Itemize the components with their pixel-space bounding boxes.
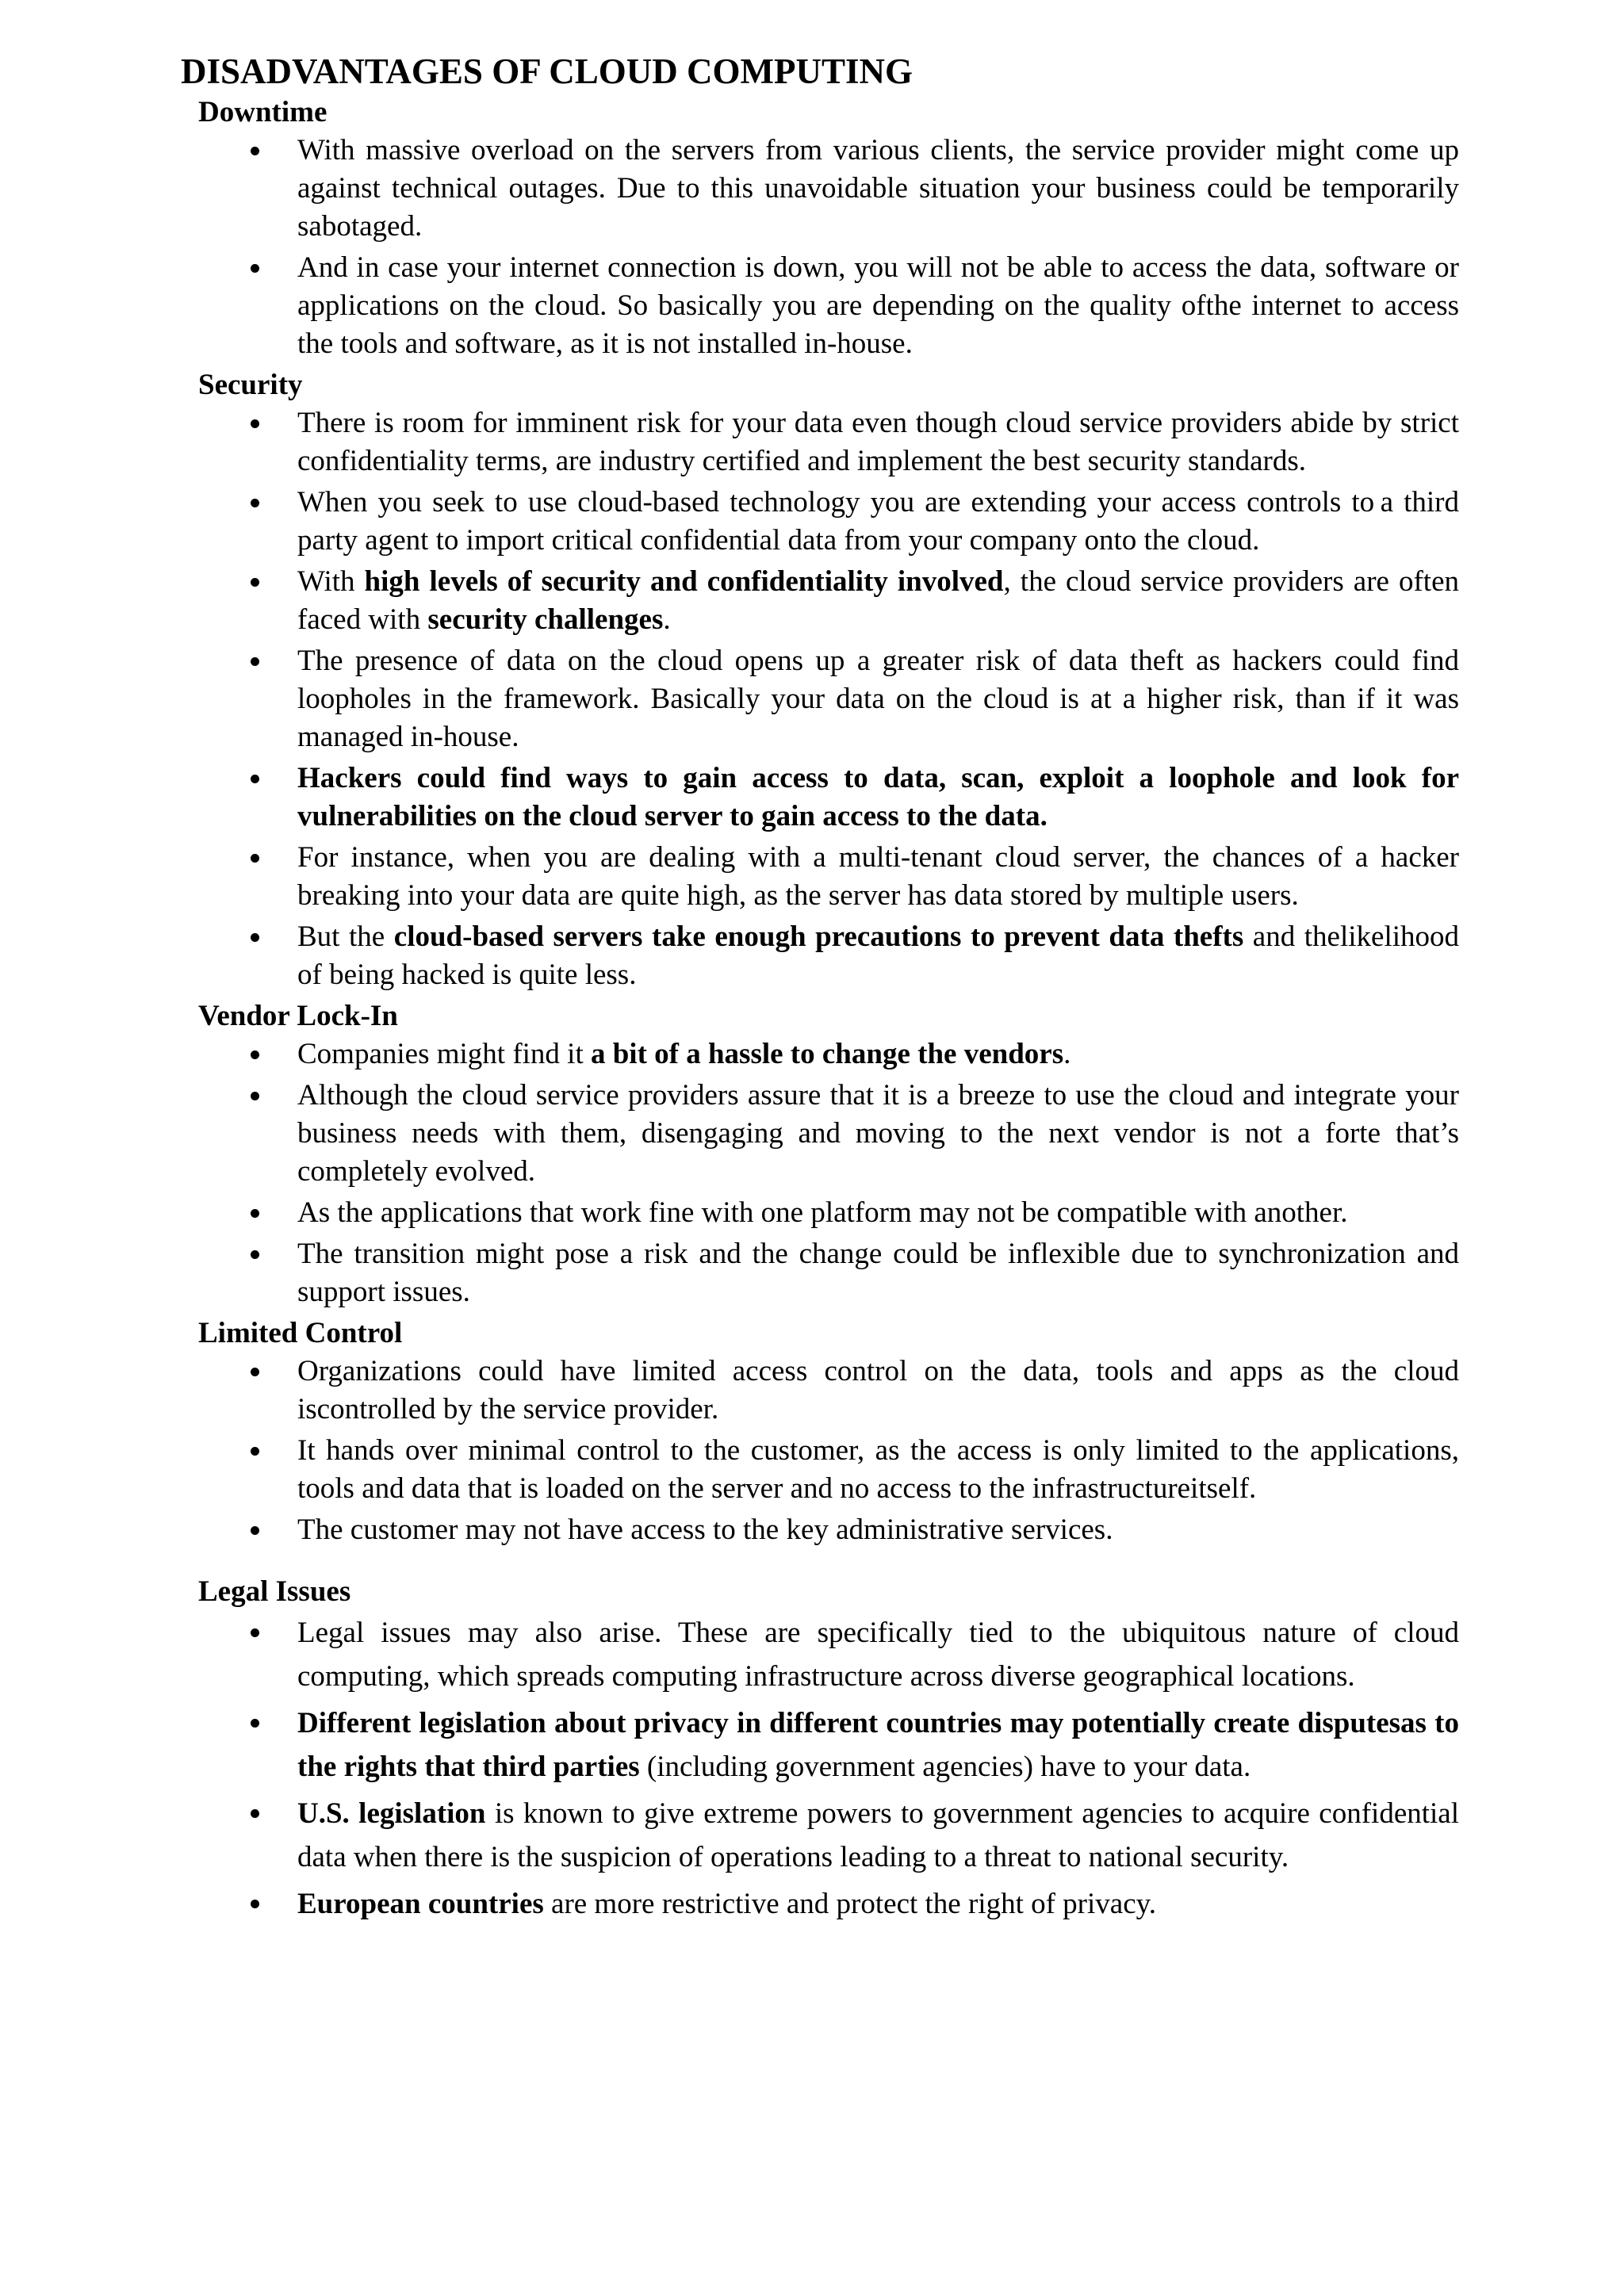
text-run: When you seek to use cloud-based technology you are extending your access controls to a third party agent to import critical confidential data from your company onto the cloud.	[297, 486, 1459, 557]
bullet-icon	[251, 264, 259, 273]
text-run: Organizations could have limited access control on the data, tools and apps as the cloud iscontrolled by the service provider.	[297, 1355, 1459, 1425]
document-body	[198, 94, 1459, 1929]
text-run: .	[1063, 1038, 1071, 1070]
list-item	[198, 1792, 1459, 1879]
text-run: But the	[297, 920, 394, 953]
bullet-icon	[251, 578, 259, 587]
text-run: and thelikelihood of being hacked is quite less.	[297, 920, 1460, 991]
bold-text: security challenges	[427, 603, 664, 636]
list-item	[198, 1882, 1459, 1926]
text-run: The customer may not have access to the key administrative services.	[297, 1513, 1113, 1546]
bullet-text	[297, 1513, 1113, 1546]
section-heading: Vendor Lock-In	[198, 1000, 398, 1032]
list-item	[198, 760, 1459, 836]
list-item	[198, 1077, 1459, 1191]
list-item	[198, 1235, 1459, 1311]
bullet-text	[297, 645, 1459, 753]
text-run: It hands over minimal control to the customer, as the access is only limited to the applications, tools and data that is loaded on the server and no access to the infrastructureitself.	[297, 1434, 1459, 1505]
text-run: .	[663, 603, 671, 636]
bullet-icon	[251, 1719, 259, 1728]
text-run: (including government agencies) have to your data.	[639, 1751, 1251, 1783]
bullet-icon	[251, 1092, 259, 1100]
bullet-text	[297, 1707, 1459, 1783]
text-run: , the cloud service providers are often faced with	[297, 565, 1459, 636]
list-item	[198, 1611, 1459, 1698]
bold-text: U.S. legislation	[297, 1797, 486, 1830]
bold-text: high levels of security and confidentiality involved	[364, 565, 1004, 598]
text-run: Companies might find it	[297, 1038, 591, 1070]
bullet-text	[297, 841, 1459, 912]
bold-text: Hackers could find ways to gain access to data, scan, exploit a loophole and look for vulnerabilities on the cloud server to gain access to the data.	[297, 762, 1459, 832]
bullet-text	[297, 1079, 1459, 1188]
text-run: As the applications that work fine with one platform may not be compatible with another.	[297, 1196, 1348, 1229]
bullet-text	[297, 1617, 1459, 1693]
bullet-text	[297, 1196, 1347, 1229]
text-run: Legal issues may also arise. These are specifically tied to the ubiquitous nature of cloud computing, which spreads computing infrastructure across diverse geographical locations.	[297, 1617, 1459, 1693]
bullet-icon	[251, 1526, 259, 1535]
bullet-text	[297, 407, 1459, 477]
section-heading: Security	[198, 369, 303, 401]
section-spacer	[198, 1552, 1459, 1573]
list-item	[198, 249, 1459, 363]
document-title: DISADVANTAGES OF CLOUD COMPUTING	[181, 52, 914, 91]
list-item	[198, 642, 1459, 756]
bullet-icon	[251, 1250, 259, 1259]
text-run: With	[297, 565, 365, 598]
bullet-icon	[251, 499, 259, 507]
list-item	[198, 918, 1459, 994]
bullet-icon	[251, 657, 259, 666]
section-heading: Limited Control	[198, 1317, 403, 1349]
list-item	[198, 1701, 1459, 1789]
list-item	[198, 1194, 1459, 1232]
bullet-icon	[251, 775, 259, 783]
text-run: The transition might pose a risk and the change could be inflexible due to synchronization and support issues.	[297, 1238, 1459, 1308]
text-run: are more restrictive and protect the right of privacy.	[543, 1888, 1156, 1920]
list-item	[198, 563, 1459, 639]
bold-text: Different legislation about privacy in different countries may potentially create disputesas to the rights that third parties	[297, 1707, 1459, 1783]
bullet-text	[297, 134, 1459, 243]
section-vendor-lock-in	[198, 997, 1459, 1311]
bullet-icon	[251, 1628, 259, 1637]
section-legal-issues	[198, 1573, 1459, 1926]
list-item	[198, 404, 1459, 480]
bullet-list	[198, 1035, 1459, 1311]
bullet-list	[198, 1353, 1459, 1549]
list-item	[198, 1353, 1459, 1429]
text-run: Although the cloud service providers assure that it is a breeze to use the cloud and integrate your business needs with them, disengaging and moving to the next vendor is not a forte that’s completely evolved.	[297, 1079, 1459, 1188]
bullet-icon	[251, 419, 259, 428]
bullet-text	[297, 486, 1459, 557]
bullet-list	[198, 404, 1459, 994]
bullet-text	[297, 1238, 1459, 1308]
section-heading: Downtime	[198, 96, 327, 128]
list-item	[198, 1035, 1459, 1073]
text-run: For instance, when you are dealing with a multi-tenant cloud server, the chances of a hacker breaking into your data are quite high, as the server has data stored by multiple users.	[297, 841, 1459, 912]
bold-text: cloud-based servers take enough precautions to prevent data thefts	[393, 920, 1244, 953]
bullet-icon	[251, 1447, 259, 1456]
section-heading: Legal Issues	[198, 1575, 351, 1608]
text-run: is known to give extreme powers to government agencies to acquire confidential data when there is the suspicion of operations leading to a threat to national security.	[297, 1797, 1460, 1873]
text-run: With massive overload on the servers from various clients, the service provider might come up against technical outages. Due to this unavoidable situation your business could be temporarily sabotaged.	[297, 134, 1459, 243]
bold-text: European countries	[297, 1888, 544, 1920]
list-item	[198, 484, 1459, 560]
list-item	[198, 132, 1459, 246]
list-item	[198, 1432, 1459, 1508]
bullet-icon	[251, 1209, 259, 1218]
text-run: And in case your internet connection is down, you will not be able to access the data, software or applications on the cloud. So basically you are depending on the quality ofthe internet to access the tools and software, as it is not installed in-house.	[297, 251, 1459, 360]
bullet-icon	[251, 1050, 259, 1059]
list-item	[198, 839, 1459, 915]
bullet-icon	[251, 1368, 259, 1376]
bullet-list	[198, 132, 1459, 363]
bullet-text	[297, 1355, 1459, 1425]
section-security	[198, 366, 1459, 994]
bullet-text	[297, 251, 1459, 360]
section-limited-control	[198, 1314, 1459, 1549]
bullet-icon	[251, 933, 259, 942]
bullet-text	[297, 1888, 1156, 1920]
bullet-text	[297, 1038, 1071, 1070]
bullet-list	[198, 1611, 1459, 1926]
text-run: There is room for imminent risk for your data even though cloud service providers abide by strict confidentiality terms, are industry certified and implement the best security standards.	[297, 407, 1459, 477]
list-item	[198, 1511, 1459, 1549]
bullet-text	[297, 920, 1459, 991]
bold-text: a bit of a hassle to change the vendors	[590, 1038, 1064, 1070]
bullet-text	[297, 762, 1459, 832]
section-downtime	[198, 94, 1459, 363]
bullet-icon	[251, 1809, 259, 1818]
bullet-icon	[251, 1900, 259, 1908]
bullet-text	[297, 1434, 1459, 1505]
bullet-icon	[251, 854, 259, 863]
bullet-text	[297, 565, 1459, 636]
text-run: The presence of data on the cloud opens up a greater risk of data theft as hackers could find loopholes in the framework. Basically your data on the cloud is at a higher risk, than if it was managed in-house.	[297, 645, 1459, 753]
bullet-icon	[251, 147, 259, 155]
bullet-text	[297, 1797, 1459, 1873]
